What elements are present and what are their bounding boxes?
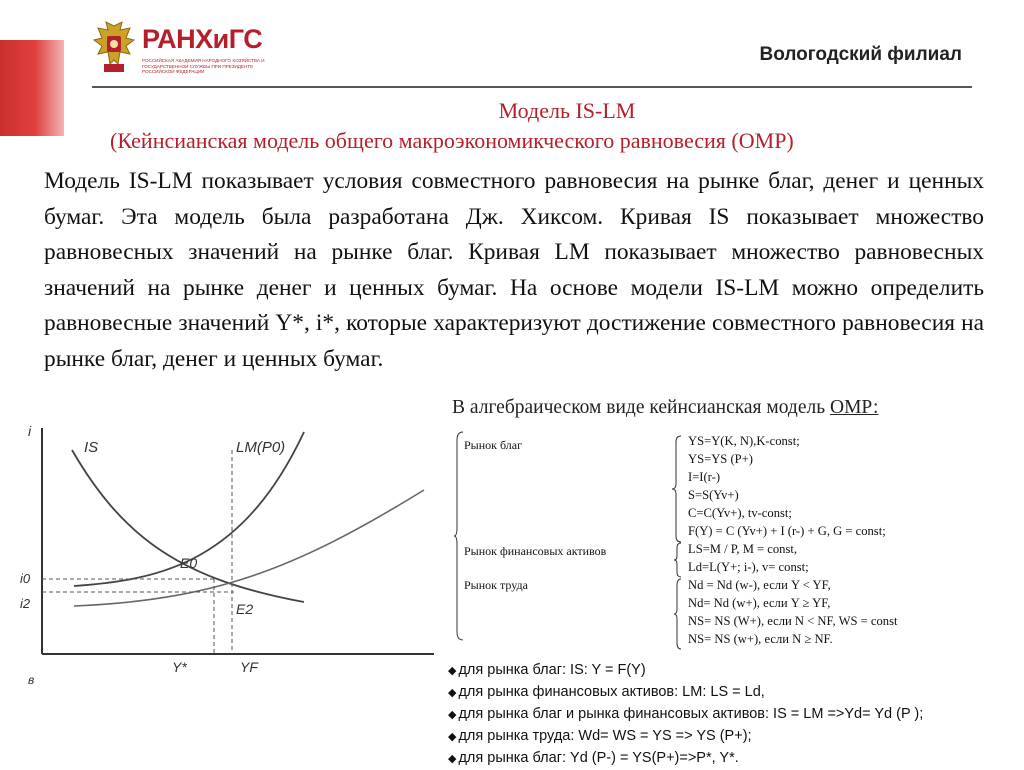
diamond-bullet-icon: ◆: [448, 753, 457, 765]
goods-eq-2: YS=YS (P+): [688, 452, 753, 466]
bullet-text: для рынка благ: Yd (P-) = YS(P+)=>P*, Y*.: [458, 750, 739, 766]
header-divider: [92, 86, 972, 88]
goods-market-label: Рынок благ: [464, 438, 523, 452]
financial-market-label: Рынок финансовых активов: [464, 544, 607, 558]
e2-label: E2: [236, 601, 254, 617]
goods-eq-3: I=I(r-): [688, 470, 721, 484]
is-lm-graph: [14, 420, 440, 690]
is-label: IS: [84, 439, 99, 456]
labor-market-label: Рынок труда: [464, 578, 528, 592]
e0-label: E0: [180, 555, 198, 571]
bullet-text: для рынка благ и рынка финансовых активов: IS = LM =>Yd= Yd (P );: [458, 706, 924, 722]
logo-subtitle: РОССИЙСКАЯ АКАДЕМИЯ НАРОДНОГО ХОЗЯЙСТВА И ГОСУДАРСТВЕННОЙ СЛУЖБЫ ПРИ ПРЕЗИДЕНТЕ РОССИЙСКОЙ ФЕДЕРАЦИИ: [142, 58, 265, 75]
labor-brace-icon: [674, 578, 682, 650]
algebra-title: [452, 397, 878, 419]
diamond-bullet-icon: ◆: [448, 665, 457, 677]
y-axis-label: i: [28, 423, 32, 439]
outer-brace-icon: [454, 430, 464, 642]
lm-label: LM(P0): [236, 439, 286, 456]
ystar-label: Y*: [172, 659, 187, 675]
main-paragraph: Модель IS-LM показывает условия совместного равновесия на рынке благ, денег и ценных бумаг. Эта модель была разработана Дж. Хиксом. Кривая IS показывает множество равновесных значений на рынке благ. Кривая LM показывает множество равновесных значений на рынке денег и ценных бумаг. На основе модели IS-LM можно определить равновесные значений Y*, i*, которые характеризуют достижение совместного равновесия на рынке благ, денег и ценных бумаг.: [44, 168, 984, 372]
financial-eq-2: Ld=L(Y+; i-), v= const;: [688, 560, 809, 574]
diamond-bullet-icon: ◆: [448, 731, 457, 743]
diamond-bullet-icon: ◆: [448, 687, 457, 699]
labor-eq-2: Nd= Nd (w+), если Y ≥ YF,: [688, 596, 831, 610]
goods-eq-6: F(Y) = C (Yv+) + I (r-) + G, G = const;: [688, 524, 886, 538]
equation-system: [454, 430, 1014, 650]
algebra-title-main: В алгебраическом виде кейнсианская модель: [452, 397, 831, 418]
bullet-item: [448, 704, 923, 726]
labor-eq-1: Nd = Nd (w-), если Y < YF,: [688, 578, 831, 592]
i0-label: i0: [20, 571, 31, 586]
equilibrium-bullet-list: [448, 660, 923, 770]
goods-eq-1: YS=Y(K, N),K-const;: [688, 434, 800, 448]
labor-eq-3: NS= NS (W+), если N < NF, WS = const: [688, 614, 898, 628]
bullet-item: [448, 682, 923, 704]
logo-name: РАНХиГС: [142, 24, 263, 54]
goods-brace-icon: [672, 434, 682, 544]
goods-eq-5: C=C(Yv+), tv-const;: [688, 506, 792, 520]
branch-name: Вологодский филиал: [759, 44, 962, 65]
bullet-text: для рынка финансовых активов: LM: LS = Ld,: [458, 684, 765, 700]
double-headed-eagle-emblem-icon: [92, 20, 136, 76]
algebra-title-underlined: ОМР:: [830, 397, 879, 418]
slide-title: Модель IS-LM: [498, 98, 636, 123]
x-axis-label: в: [28, 673, 35, 687]
slide-subtitle: (Кейнсианская модель общего макроэкономикческого равновесия (ОМР): [110, 128, 794, 153]
yf-label: YF: [240, 659, 258, 675]
bullet-text: для рынка благ: IS: Y = F(Y): [458, 662, 646, 678]
i2-label: i2: [20, 596, 31, 611]
diamond-bullet-icon: ◆: [448, 709, 457, 721]
bullet-text: для рынка труда: Wd= WS = YS => YS (P+);: [458, 728, 752, 744]
bullet-item: [448, 726, 923, 748]
goods-eq-4: S=S(Yv+): [688, 488, 739, 502]
labor-eq-4: NS= NS (w+), если N ≥ NF.: [688, 632, 833, 646]
bullet-item: [448, 660, 923, 682]
financial-eq-1: LS=M / P, M = const,: [688, 542, 798, 556]
ranepa-logo[interactable]: [92, 20, 265, 84]
financial-brace-icon: [674, 542, 682, 578]
